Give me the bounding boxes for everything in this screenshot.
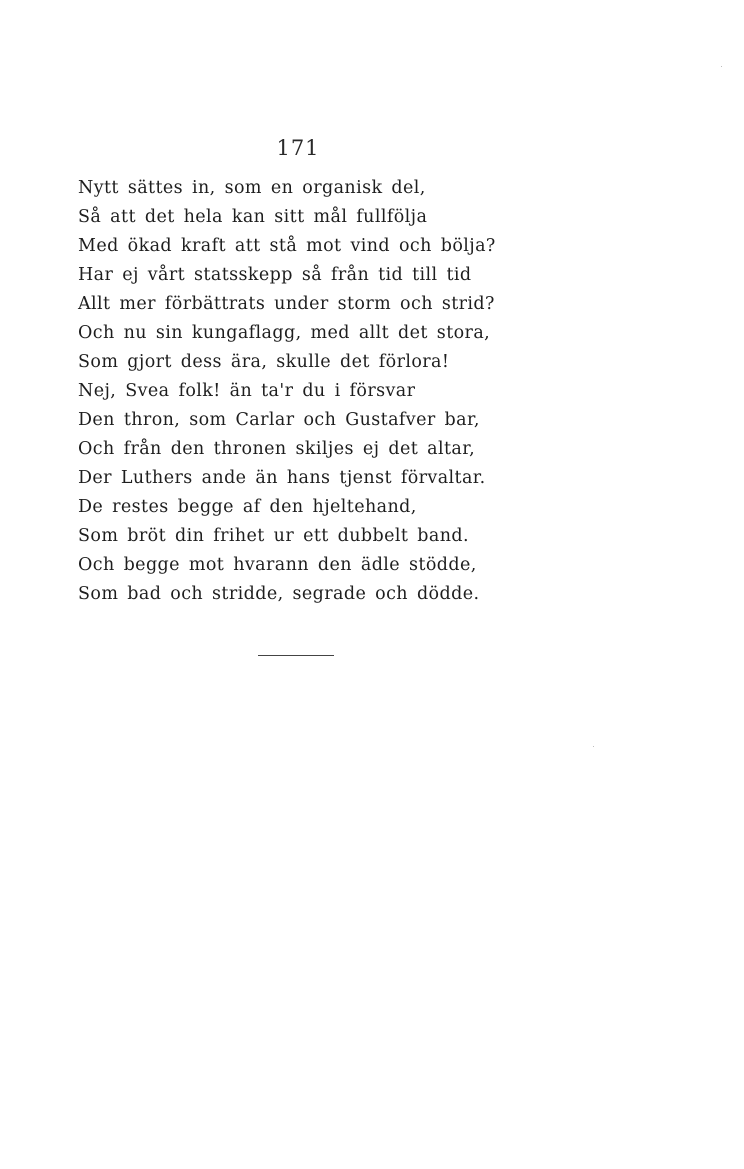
verse-line: Allt mer förbättrats under storm och strid?	[78, 294, 495, 314]
verse-line: Der Luthers ande än hans tjenst förvaltar.	[78, 468, 486, 488]
verse-line: Och nu sin kungaflagg, med allt det stora,	[78, 323, 491, 343]
verse-line: Och från den thronen skiljes ej det altar,	[78, 439, 476, 459]
verse-line: Har ej vårt statsskepp så från tid till tid	[78, 265, 472, 285]
verse-line: Den thron, som Carlar och Gustafver bar,	[78, 410, 480, 430]
poem-stanza	[78, 174, 498, 609]
verse-line: Med ökad kraft att stå mot vind och bölja?	[78, 236, 496, 256]
verse-line: Så att det hela kan sitt mål fullfölja	[78, 207, 428, 227]
verse-line: De restes begge af den hjeltehand,	[78, 497, 417, 517]
verse-line: Som bröt din frihet ur ett dubbelt band.	[78, 526, 469, 546]
end-divider	[258, 655, 334, 656]
verse-line: Som bad och stridde, segrade och dödde.	[78, 584, 480, 604]
verse-line: Och begge mot hvarann den ädle stödde,	[78, 555, 477, 575]
page-number: 171	[276, 136, 320, 160]
verse-line: Nej, Svea folk! än ta'r du i försvar	[78, 381, 416, 401]
verse-line: Nytt sättes in, som en organisk del,	[78, 178, 426, 198]
margin-speck	[593, 746, 594, 747]
margin-speck	[721, 66, 722, 67]
verse-line: Som gjort dess ära, skulle det förlora!	[78, 352, 450, 372]
